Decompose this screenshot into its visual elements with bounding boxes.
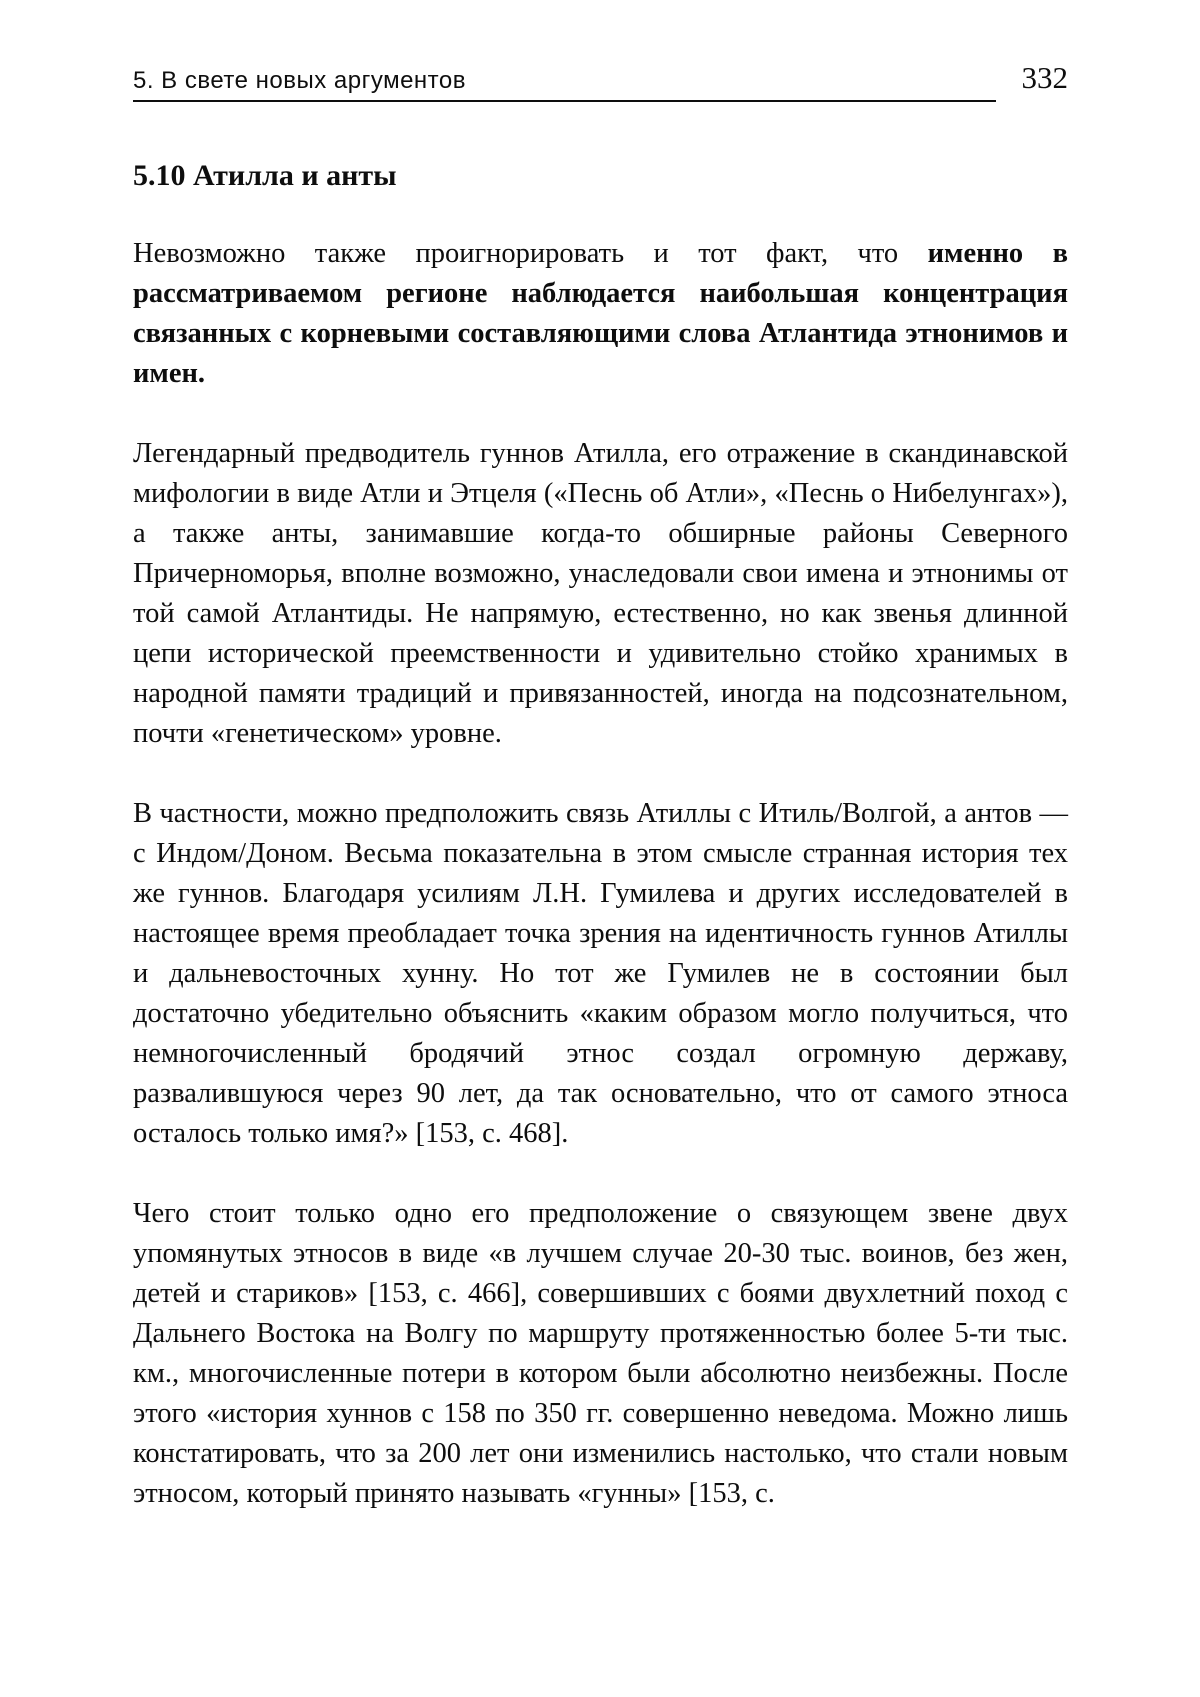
paragraph-gumilev: Чего стоит только одно его предположение о связующем звене двух упомянутых этносов в виде «в лучшем случае 20-30 тыс. воинов, без жен, детей и стариков» [153, с. 466], совершивших с боями двухлетний поход с Дальнего Востока на Волгу по маршруту протяженностью более 5-ти тыс. км., многочисленные потери в котором были абсолютно неизбежны. После этого «история хуннов с 158 по 350 гг. совершенно неведома. Можно лишь констатировать, что за 200 лет они изменились настолько, что стали новым этносом, который принято называть «гунны» [153, с. — [133, 1198, 1068, 1509]
paragraph-intro-lead: Невозможно также проигнорировать и тот факт, что — [133, 238, 928, 269]
section-heading: 5.10 Атилла и анты — [133, 159, 397, 192]
paragraph-intro-emphasis: именно в рассматриваемом регионе наблюдается наибольшая концентрация связанных с корневыми составляющими слова Атлантида этнонимов и имен. — [133, 238, 1069, 389]
paragraph-huns: В частности, можно предположить связь Атиллы с Итиль/Волгой, а антов — с Индом/Доном. Весьма показательна в этом смысле странная история тех же гуннов. Благодаря усилиям Л.Н. Гумилева и других исследователей в настоящее время преобладает точка зрения на идентичность гуннов Атиллы и дальневосточных хунну. Но тот же Гумилев не в состоянии был достаточно убедительно объяснить «каким образом могло получиться, что немногочисленный бродячий этнос создал огромную державу, развалившуюся через 90 лет, да так основательно, что от самого этноса осталось только имя?» [153, с. 468]. — [133, 798, 1068, 1149]
header-rule — [133, 67, 996, 102]
running-head-title: 5. В свете новых аргументов — [133, 67, 466, 94]
paragraph-legend: Легендарный предводитель гуннов Атилла, его отражение в скандинавской мифологии в виде Атли и Этцеля («Песнь об Атли», «Песнь о Нибелунгах»), а также анты, занимавшие когда-то обширные районы Северного Причерноморья, вполне возможно, унаследовали свои имена и этнонимы от той самой Атлантиды. Не напрямую, естественно, но как звенья длинной цепи исторической преемственности и удивительно стойко хранимых в народной памяти традиций и привязанностей, иногда на подсознательном, почти «генетическом» уровне. — [133, 438, 1068, 749]
page-number: 332 — [1021, 60, 1068, 95]
paragraph-intro — [133, 234, 1068, 394]
page-header — [133, 60, 1068, 102]
page-body — [133, 158, 1068, 1514]
